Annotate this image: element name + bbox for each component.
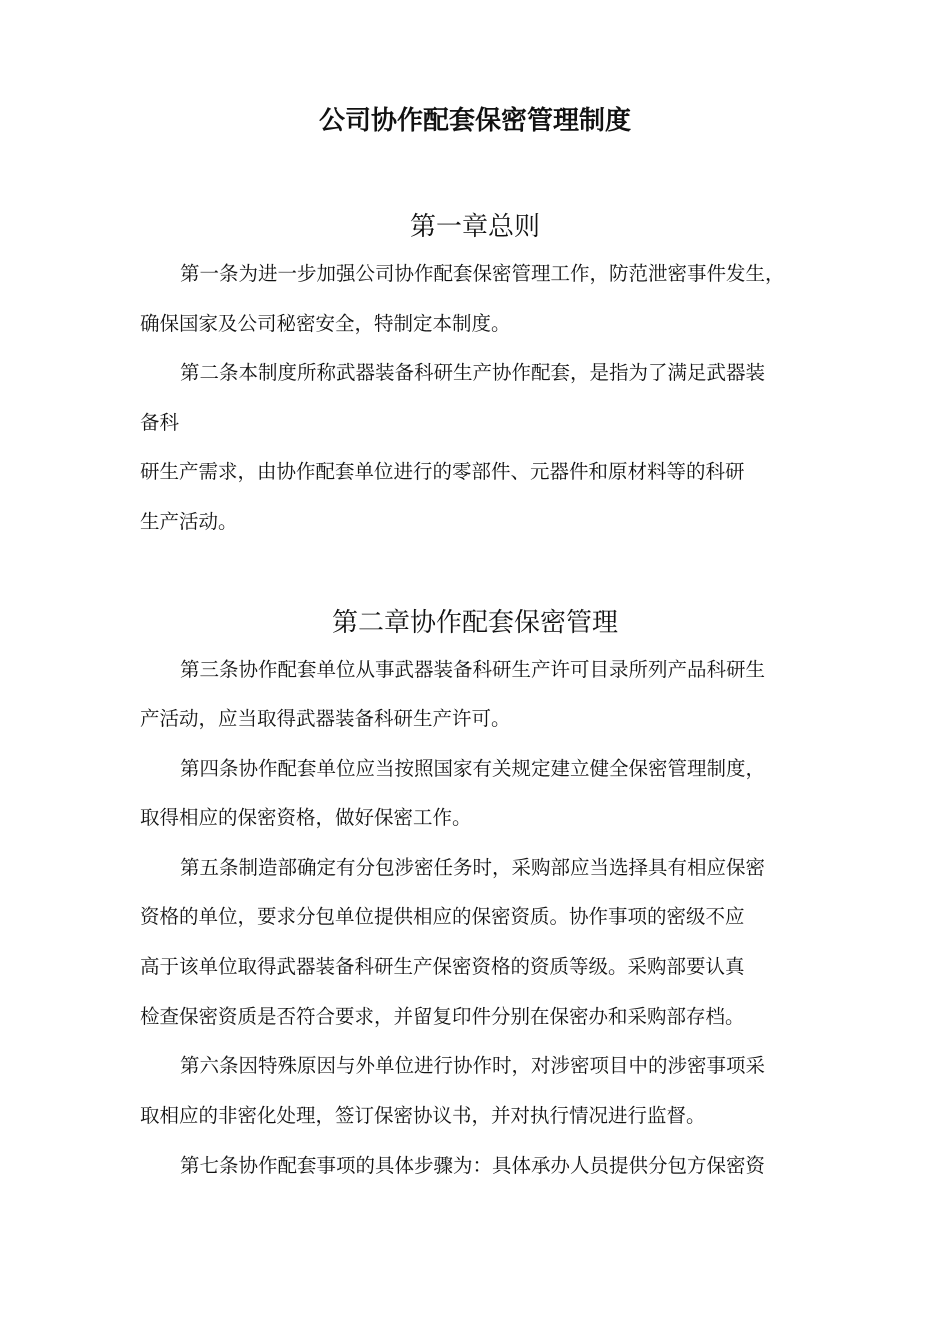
chapter-2-line: 第五条制造部确定有分包涉密任务时，采购部应当选择具有相应保密	[180, 856, 766, 879]
chapter-2-line: 取相应的非密化处理，签订保密协议书，并对执行情况进行监督。	[140, 1104, 706, 1127]
chapter-2-line: 第六条因特殊原因与外单位进行协作时，对涉密项目中的涉密事项采	[180, 1054, 766, 1077]
chapter-1-line: 研生产需求，由协作配套单位进行的零部件、元器件和原材料等的科研	[140, 460, 745, 483]
chapter-2-line: 第三条协作配套单位从事武器装备科研生产许可目录所列产品科研生	[180, 658, 766, 681]
chapter-2-line: 第四条协作配套单位应当按照国家有关规定建立健全保密管理制度，	[180, 757, 766, 780]
chapter-1-heading: 第一章总则	[409, 212, 540, 242]
chapter-1-line: 备科	[140, 411, 180, 434]
chapter-1-line: 第一条为进一步加强公司协作配套保密管理工作，防范泄密事件发生，	[180, 262, 785, 285]
chapter-2-line: 取得相应的保密资格，做好保密工作。	[140, 806, 472, 829]
chapter-2-line: 高于该单位取得武器装备科研生产保密资格的资质等级。采购部要认真	[140, 955, 745, 978]
chapter-1-line: 生产活动。	[140, 510, 238, 533]
chapter-2-line: 资格的单位，要求分包单位提供相应的保密资质。协作事项的密级不应	[140, 905, 745, 928]
chapter-1-line: 确保国家及公司秘密安全，特制定本制度。	[140, 312, 511, 335]
chapter-2-line: 第七条协作配套事项的具体步骤为：具体承办人员提供分包方保密资	[180, 1154, 766, 1177]
chapter-2-heading: 第二章协作配套保密管理	[331, 608, 618, 638]
document-title: 公司协作配套保密管理制度	[318, 106, 631, 136]
chapter-2-line: 检查保密资质是否符合要求，并留复印件分别在保密办和采购部存档。	[140, 1005, 745, 1028]
chapter-1-line: 第二条本制度所称武器装备科研生产协作配套，是指为了满足武器装	[180, 361, 766, 384]
chapter-2-line: 产活动，应当取得武器装备科研生产许可。	[140, 707, 511, 730]
